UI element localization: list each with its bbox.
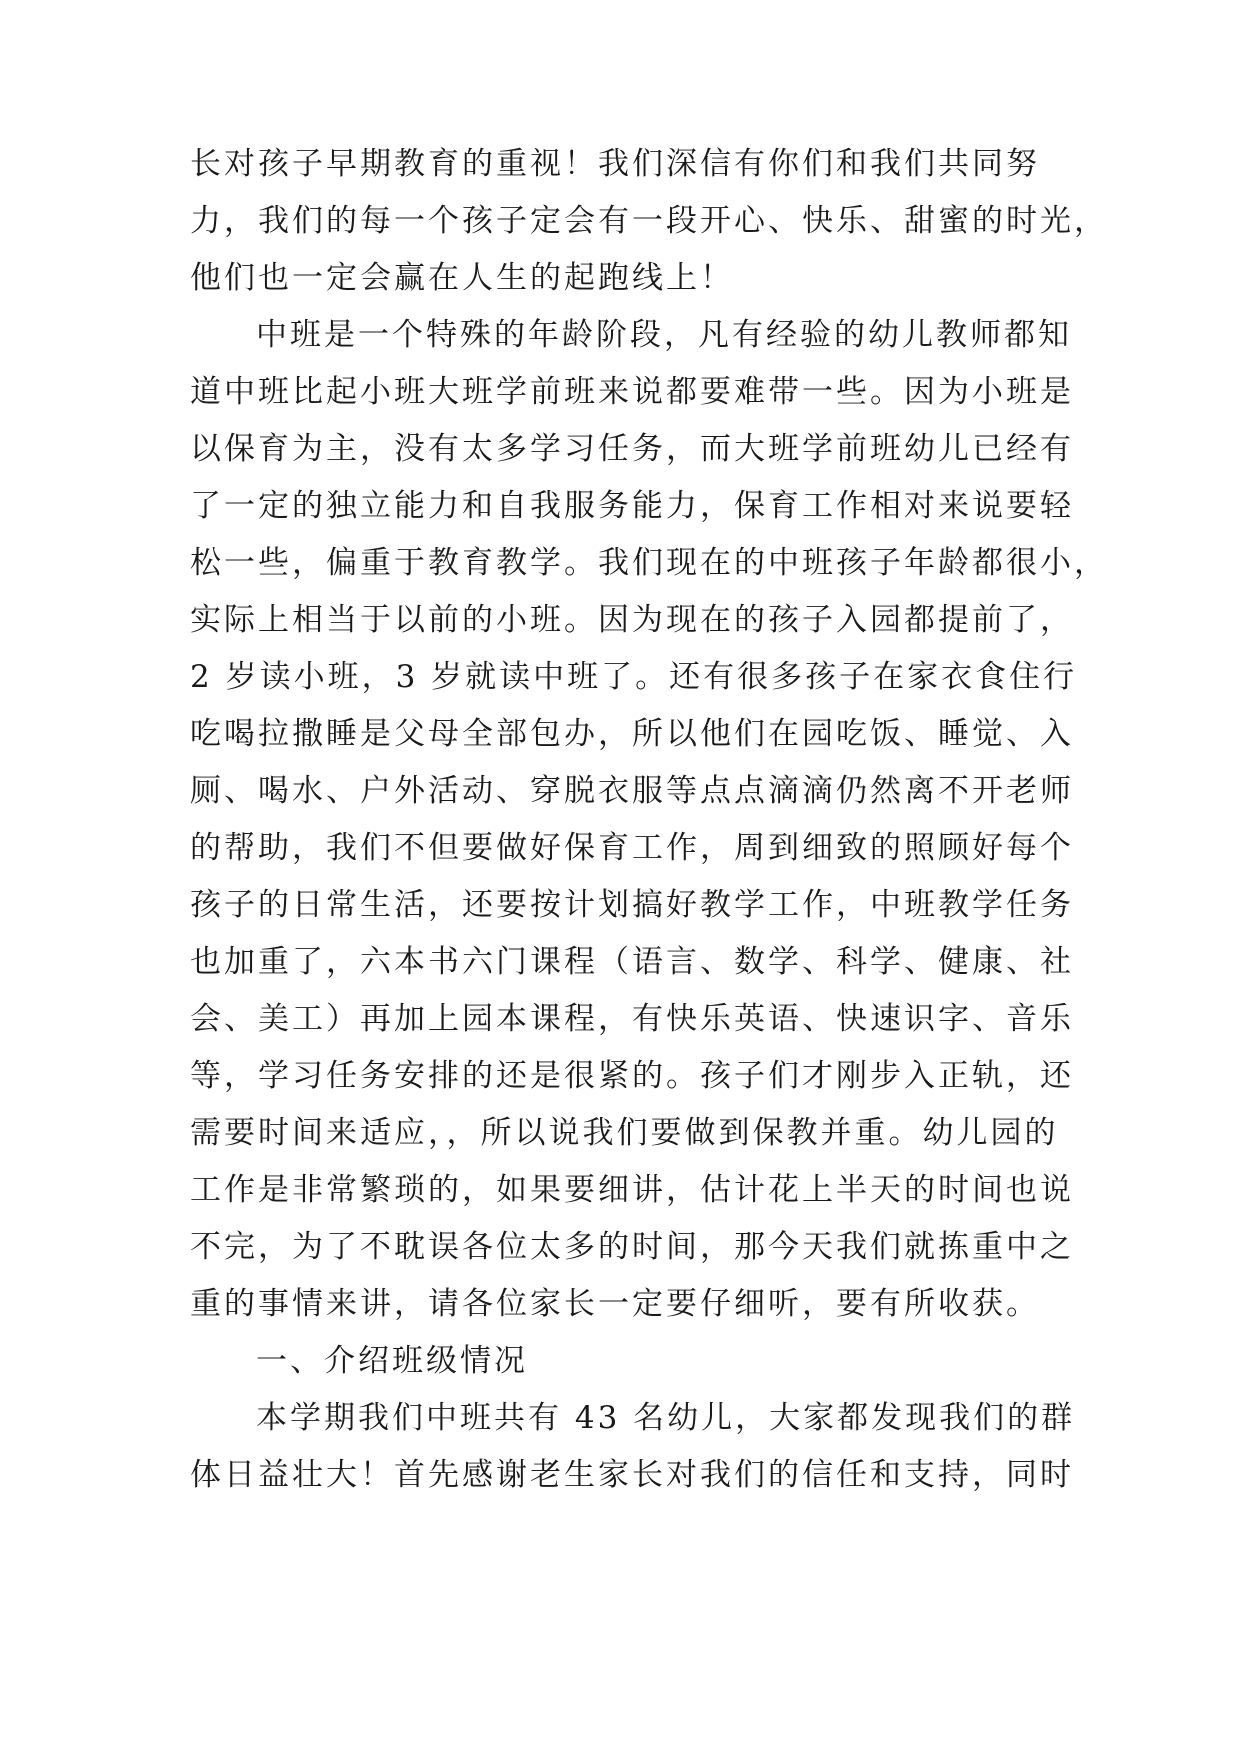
text-line: 需要时间来适应，，所以说我们要做到保教并重。幼儿园的 — [190, 1115, 1059, 1151]
text-line: 道中班比起小班大班学前班来说都要难带一些。因为小班是 — [190, 374, 1074, 410]
text-line: 以保育为主，没有太多学习任务，而大班学前班幼儿已经有 — [190, 431, 1074, 467]
text-line: 了一定的独立能力和自我服务能力，保育工作相对来说要轻 — [190, 488, 1074, 524]
section-heading: 一、介绍班级情况 — [256, 1343, 528, 1379]
text-line: 工作是非常繁琐的，如果要细讲，估计花上半天的时间也说 — [190, 1172, 1074, 1208]
text-line: 也加重了，六本书六门课程（语言、数学、科学、健康、社 — [190, 944, 1074, 980]
text-line: 的帮助，我们不但要做好保育工作，周到细致的照顾好每个 — [190, 830, 1074, 866]
text-line: 吃喝拉撒睡是父母全部包办，所以他们在园吃饭、睡觉、入 — [190, 716, 1074, 752]
text-line: 重的事情来讲，请各位家长一定要仔细听，要有所收获。 — [190, 1286, 1040, 1322]
text-line: 等，学习任务安排的还是很紧的。孩子们才刚步入正轨，还 — [190, 1058, 1074, 1094]
text-line: 实际上相当于以前的小班。因为现在的孩子入园都提前了， — [190, 602, 1074, 638]
paragraph-start-line: 中班是一个特殊的年龄阶段，凡有经验的幼儿教师都知 — [256, 317, 1072, 353]
text-line: 2 岁读小班，3 岁就读中班了。还有很多孩子在家衣食住行 — [190, 659, 1078, 695]
text-line: 松一些，偏重于教育教学。我们现在的中班孩子年龄都很小， — [190, 545, 1108, 581]
text-line: 长对孩子早期教育的重视！我们深信有你们和我们共同努 — [190, 146, 1040, 182]
paragraph-start-line: 本学期我们中班共有 43 名幼儿，大家都发现我们的群 — [256, 1400, 1076, 1436]
text-line: 孩子的日常生活，还要按计划搞好教学工作，中班教学任务 — [190, 887, 1074, 923]
text-line: 会、美工）再加上园本课程，有快乐英语、快速识字、音乐 — [190, 1001, 1074, 1037]
text-line: 他们也一定会赢在人生的起跑线上！ — [190, 260, 734, 296]
text-line: 体日益壮大！首先感谢老生家长对我们的信任和支持，同时 — [190, 1457, 1074, 1493]
document-body — [190, 136, 1108, 1504]
text-line: 厕、喝水、户外活动、穿脱衣服等点点滴滴仍然离不开老师 — [190, 773, 1074, 809]
text-line: 不完，为了不耽误各位太多的时间，那今天我们就拣重中之 — [190, 1229, 1074, 1265]
text-line: 力，我们的每一个孩子定会有一段开心、快乐、甜蜜的时光， — [190, 203, 1108, 239]
